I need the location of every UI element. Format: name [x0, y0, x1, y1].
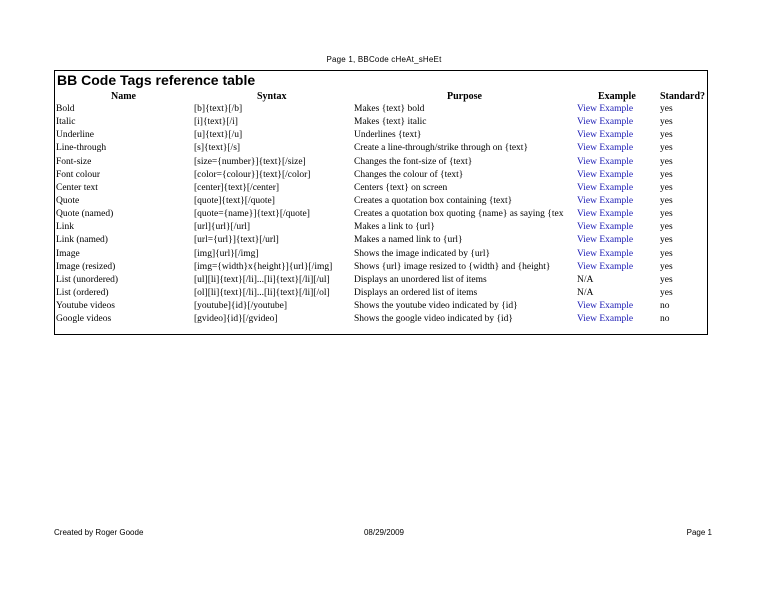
- cell-purpose: Makes {text} italic: [354, 117, 427, 128]
- cell-purpose: Shows the google video indicated by {id}: [354, 314, 513, 325]
- cell-syntax: [ul][li]{text}[/li]...[li]{text}[/li][/ul]: [194, 274, 330, 285]
- table-row: [55, 248, 707, 261]
- cell-name: Youtube videos: [56, 301, 115, 312]
- header-standard: Standard?: [660, 91, 706, 102]
- cell-syntax: [img]{url}[/img]: [194, 248, 259, 259]
- view-example-link[interactable]: View Example: [577, 104, 634, 114]
- table-row: [55, 221, 707, 234]
- reference-table: [54, 70, 708, 335]
- table-row: [55, 195, 707, 208]
- cell-purpose: Makes a named link to {url}: [354, 235, 463, 246]
- cell-standard: yes: [660, 195, 673, 206]
- cell-name: Italic: [56, 117, 76, 128]
- cell-name: Bold: [56, 104, 75, 114]
- view-example-link[interactable]: View Example: [577, 143, 634, 154]
- table-row: [55, 129, 707, 142]
- cell-syntax: [url={url}]{text}[/url]: [194, 235, 279, 246]
- cell-syntax: [youtube]{id}[/youtube]: [194, 301, 288, 312]
- cell-purpose: Create a line-through/strike through on {text}: [354, 143, 529, 154]
- cell-standard: yes: [660, 182, 673, 193]
- cell-syntax: [size={number}]{text}[/size]: [194, 156, 306, 167]
- cell-purpose: Displays an unordered list of items: [354, 274, 487, 285]
- cell-name: List (unordered): [56, 274, 118, 285]
- table-row: [55, 182, 707, 195]
- table-title: BB Code Tags reference table: [57, 72, 256, 88]
- table-row: [55, 103, 707, 116]
- cell-example: N/A: [577, 287, 594, 298]
- cell-purpose: Changes the font-size of {text}: [354, 156, 473, 167]
- view-example-link[interactable]: View Example: [577, 169, 634, 180]
- view-example-link[interactable]: View Example: [577, 222, 634, 233]
- table-body: [55, 103, 707, 326]
- view-example-link[interactable]: View Example: [577, 235, 634, 246]
- cell-purpose: Changes the colour of {text}: [354, 169, 464, 180]
- cell-syntax: [u]{text}[/u]: [194, 130, 243, 141]
- cell-standard: yes: [660, 209, 673, 220]
- header-example: Example: [598, 91, 636, 102]
- header-syntax: Syntax: [257, 91, 287, 102]
- cell-syntax: [url]{url}[/url]: [194, 222, 251, 233]
- cell-purpose: Shows {url} image resized to {width} and {height}: [354, 261, 551, 272]
- view-example-link[interactable]: View Example: [577, 182, 634, 193]
- view-example-link[interactable]: View Example: [577, 117, 634, 128]
- cell-purpose: Underlines {text}: [354, 130, 422, 141]
- table-row: [55, 156, 707, 169]
- cell-standard: yes: [660, 104, 673, 114]
- header-purpose: Purpose: [447, 91, 482, 102]
- view-example-link[interactable]: View Example: [577, 314, 634, 325]
- view-example-link[interactable]: View Example: [577, 209, 634, 220]
- cell-name: Link (named): [56, 235, 108, 246]
- cell-standard: yes: [660, 248, 673, 259]
- table-row: [55, 287, 707, 300]
- cell-standard: yes: [660, 274, 673, 285]
- cell-purpose: Makes {text} bold: [354, 104, 425, 114]
- table-row: [55, 116, 707, 129]
- footer-page-number: Page 1: [686, 528, 712, 537]
- cell-name: Google videos: [56, 314, 112, 325]
- cell-standard: yes: [660, 287, 673, 298]
- cell-name: Underline: [56, 130, 94, 141]
- table-row: [55, 169, 707, 182]
- cell-syntax: [quote]{text}[/quote]: [194, 195, 275, 206]
- table-row: [55, 208, 707, 221]
- cell-name: Font colour: [56, 169, 101, 180]
- cell-syntax: [ol][li]{text}[/li]...[li]{text}[/li][/ol]: [194, 287, 330, 298]
- view-example-link[interactable]: View Example: [577, 261, 634, 272]
- cell-syntax: [img={width}x{height}]{url}[/img]: [194, 261, 333, 272]
- cell-name: Image: [56, 248, 80, 259]
- column-headers: [55, 90, 707, 103]
- cell-purpose: Creates a quotation box quoting {name} as saying {tex: [354, 209, 564, 220]
- cell-purpose: Shows the youtube video indicated by {id}: [354, 301, 518, 312]
- cell-standard: yes: [660, 143, 673, 154]
- cell-name: Font-size: [56, 156, 92, 167]
- table-row: [55, 300, 707, 313]
- cell-syntax: [gvideo]{id}[/gvideo]: [194, 314, 278, 325]
- cell-syntax: [color={colour}]{text}[/color]: [194, 169, 311, 180]
- cell-name: List (ordered): [56, 287, 109, 298]
- cell-example: N/A: [577, 274, 594, 285]
- cell-name: Line-through: [56, 143, 107, 154]
- cell-purpose: Shows the image indicated by {url}: [354, 248, 491, 259]
- view-example-link[interactable]: View Example: [577, 130, 634, 141]
- footer-date: 08/29/2009: [363, 528, 405, 537]
- view-example-link[interactable]: View Example: [577, 156, 634, 167]
- cell-syntax: [quote={name}]{text}[/quote]: [194, 209, 310, 220]
- cell-standard: yes: [660, 130, 673, 141]
- page-header: Page 1, BBCode cHeAt_sHeEt: [326, 55, 442, 64]
- cell-standard: yes: [660, 235, 673, 246]
- cell-purpose: Makes a link to {url}: [354, 222, 435, 233]
- cell-standard: yes: [660, 261, 673, 272]
- cell-purpose: Displays an ordered list of items: [354, 287, 478, 298]
- cell-name: Center text: [56, 182, 98, 193]
- table-row: [55, 234, 707, 247]
- table-row: [55, 313, 707, 326]
- cell-syntax: [b]{text}[/b]: [194, 104, 243, 114]
- cell-standard: yes: [660, 117, 673, 128]
- cell-standard: no: [660, 314, 670, 325]
- view-example-link[interactable]: View Example: [577, 248, 634, 259]
- cell-purpose: Creates a quotation box containing {text}: [354, 195, 513, 206]
- table-row: [55, 261, 707, 274]
- table-row: [55, 142, 707, 155]
- cell-syntax: [s]{text}[/s]: [194, 143, 241, 154]
- cell-name: Link: [56, 222, 74, 233]
- footer-created-by: Created by Roger Goode: [54, 528, 144, 537]
- cell-purpose: Centers {text} on screen: [354, 182, 448, 193]
- cell-standard: no: [660, 301, 670, 312]
- cell-standard: yes: [660, 156, 673, 167]
- view-example-link[interactable]: View Example: [577, 195, 634, 206]
- cell-name: Image (resized): [56, 261, 116, 272]
- header-name: Name: [111, 91, 136, 102]
- cell-standard: yes: [660, 222, 673, 233]
- table-row: [55, 274, 707, 287]
- cell-name: Quote (named): [56, 209, 114, 220]
- cell-standard: yes: [660, 169, 673, 180]
- cell-name: Quote: [56, 195, 80, 206]
- cell-syntax: [center]{text}[/center]: [194, 182, 280, 193]
- view-example-link[interactable]: View Example: [577, 301, 634, 312]
- cell-syntax: [i]{text}[/i]: [194, 117, 238, 128]
